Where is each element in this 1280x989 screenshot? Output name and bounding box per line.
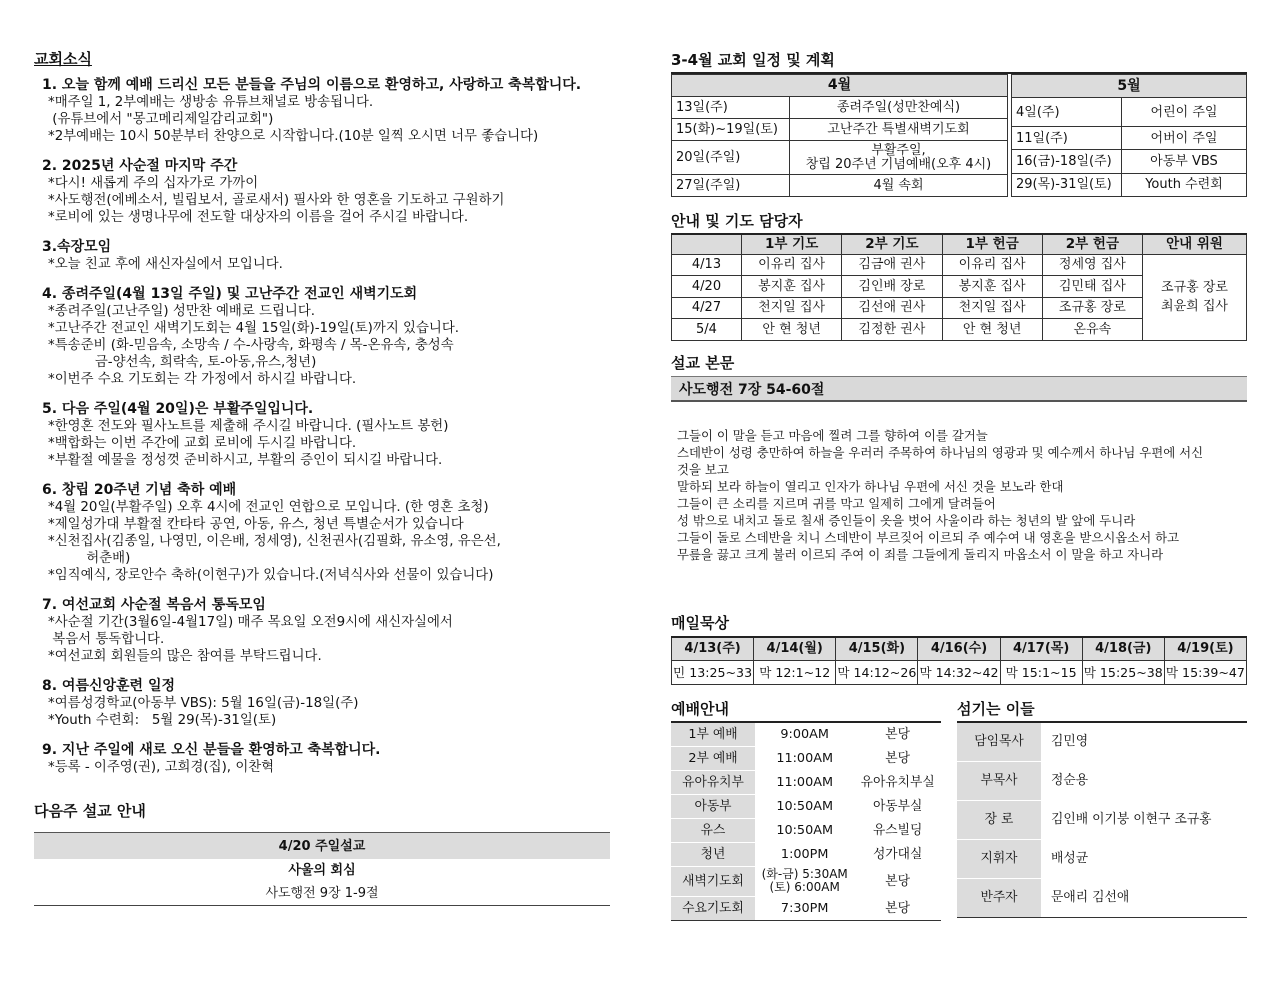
table-row	[671, 770, 941, 794]
table-row	[1012, 98, 1247, 127]
passage-line: 말하되 보라 하늘이 열리고 인자가 하나님 우편에 서신 것을 보노라 한대	[677, 478, 1064, 494]
schedule-event: Youth 수련회	[1122, 173, 1247, 196]
table-row	[671, 746, 941, 770]
service-time	[755, 866, 854, 896]
table-row	[672, 175, 1008, 197]
news-item	[34, 157, 610, 226]
may-schedule-table	[1011, 74, 1247, 197]
service-name: 아동부	[671, 794, 755, 818]
devotion-passage: 막 14:32~42	[918, 661, 1000, 685]
prayer-cell: 김정한 권사	[842, 319, 942, 341]
usher-name: 최윤희 집사	[1161, 299, 1228, 314]
service-place: 성가대실	[854, 842, 941, 866]
right-column	[671, 50, 1247, 921]
news-line: *고난주간 전교인 새벽기도회는 4월 15일(화)-19일(토)까지 있습니다.	[48, 321, 460, 336]
service-place: 유스빌딩	[854, 818, 941, 842]
news-heading: 8. 여름신앙훈련 일정	[42, 678, 175, 694]
passage-line: 성 밖으로 내치고 돌로 칠새 증인들이 옷을 벗어 사울이라 하는 청년의 발 앞에 두니라	[677, 512, 1136, 528]
bottom-section	[671, 699, 1247, 921]
news-line: *백합화는 이번 주간에 교회 로비에 두시길 바랍니다.	[48, 436, 357, 451]
prayer-cell: 정세영 집사	[1042, 254, 1142, 276]
service-name: 수요기도회	[671, 896, 755, 920]
service-time: 10:50AM	[755, 818, 854, 842]
schedule-event: 4월 속회	[790, 175, 1008, 197]
schedule-event: 아동부 VBS	[1122, 150, 1247, 173]
prayer-cell: 김금애 권사	[842, 254, 942, 276]
daily-devotion-title: 매일묵상	[671, 613, 729, 632]
next-sermon-title: 다음주 설교 안내	[34, 802, 146, 820]
news-heading: 6. 창립 20주년 기념 축하 예배	[42, 482, 237, 498]
news-line: *종려주일(고난주일) 성만찬 예배로 드립니다.	[48, 304, 316, 319]
schedule-event: 고난주간 특별새벽기도회	[790, 119, 1008, 141]
table-row	[957, 878, 1247, 917]
news-heading: 1. 오늘 함께 예배 드리신 모든 분들을 주님의 이름으로 환영하고, 사랑하고 축복합니다.	[42, 77, 582, 93]
news-item	[34, 400, 610, 469]
news-line: *다시! 새롭게 주의 십자가로 가까이	[48, 176, 259, 191]
schedule-date: 11일(주)	[1012, 126, 1122, 149]
column-header: 1부 헌금	[942, 234, 1042, 254]
service-name: 청년	[671, 842, 755, 866]
news-item	[34, 677, 610, 729]
passage-line: 그들이 돌로 스데반을 치니 스데반이 부르짖어 이르되 주 예수여 내 영혼을 받으시옵소서 하고	[677, 529, 1180, 545]
service-time: 11:00AM	[755, 746, 854, 770]
news-line: *4월 20일(부활주일) 오후 4시에 전교인 연합으로 모입니다. (한 영혼 초청)	[48, 500, 489, 515]
news-line: 금-양선속, 희락속, 토-아동,유스,청년)	[48, 355, 317, 370]
usher-name: 조규홍 장로	[1161, 280, 1228, 295]
prayer-date: 4/13	[672, 254, 742, 276]
service-place: 본당	[854, 896, 941, 920]
news-line: *한영혼 전도와 필사노트를 제출해 주시길 바랍니다. (필사노트 봉헌)	[48, 419, 449, 434]
devotion-passage: 막 14:12~26	[836, 661, 918, 685]
news-heading: 9. 지난 주일에 새로 오신 분들을 환영하고 축복합니다.	[42, 742, 381, 758]
devotion-passage: 막 15:1~15	[1000, 661, 1082, 685]
schedule-event: 종려주일(성만찬예식)	[790, 97, 1008, 119]
schedule-tables	[671, 72, 1247, 197]
devotion-passage: 민 13:25~33	[672, 661, 754, 685]
schedule-date: 4일(주)	[1012, 98, 1122, 127]
schedule-date: 27일(주일)	[672, 175, 790, 197]
servant-names: 문애리 김선애	[1041, 878, 1247, 917]
table-row	[671, 722, 941, 746]
service-name: 1부 예배	[671, 722, 755, 746]
news-item	[34, 741, 610, 776]
news-line: *사도행전(에베소서, 빌립보서, 골로새서) 필사와 한 영혼을 기도하고 구원하기	[48, 193, 505, 208]
service-place: 본당	[854, 866, 941, 896]
news-line: *등록 - 이주영(권), 고희경(집), 이찬혁	[48, 760, 275, 775]
servant-role: 장 로	[957, 800, 1041, 839]
prayer-cell: 이유리 집사	[742, 254, 842, 276]
next-sermon-box	[34, 832, 610, 906]
prayer-cell: 조규홍 장로	[1042, 297, 1142, 319]
table-row	[672, 97, 1008, 119]
news-line: *Youth 수련회: 5월 29(목)-31일(토)	[48, 713, 277, 728]
prayer-cell: 봉지훈 집사	[942, 276, 1042, 298]
worship-table	[671, 721, 941, 921]
passage-line: 그들이 이 말을 듣고 마음에 찔려 그를 향하여 이를 갈거늘	[677, 427, 988, 443]
news-line: *로비에 있는 생명나무에 전도할 대상자의 이름을 걸어 주시길 바랍니다.	[48, 210, 469, 225]
service-place: 본당	[854, 746, 941, 770]
servant-names: 김민영	[1041, 722, 1247, 761]
devotion-date: 4/18(금)	[1082, 637, 1164, 661]
service-name: 유아유치부	[671, 770, 755, 794]
news-line: *부활절 예물을 정성껏 준비하시고, 부활의 증인이 되시길 바랍니다.	[48, 453, 443, 468]
news-heading: 4. 종려주일(4월 13일 주일) 및 고난주간 전교인 새벽기도회	[42, 286, 418, 302]
prayer-date: 4/27	[672, 297, 742, 319]
devotion-date: 4/17(목)	[1000, 637, 1082, 661]
sermon-passage	[671, 427, 1247, 563]
service-time: 7:30PM	[755, 896, 854, 920]
servant-role: 담임목사	[957, 722, 1041, 761]
servant-role: 지휘자	[957, 839, 1041, 878]
news-line: *이번주 수요 기도회는 각 가정에서 하시길 바랍니다.	[48, 372, 357, 387]
servant-role: 부목사	[957, 761, 1041, 800]
next-sermon-date: 4/20 주일설교	[34, 832, 610, 859]
service-place: 유아유치부실	[854, 770, 941, 794]
devotion-date: 4/15(화)	[836, 637, 918, 661]
may-header: 5월	[1012, 75, 1247, 98]
table-row	[1012, 126, 1247, 149]
sermon-scripture: 사도행전 7장 54-60절	[671, 376, 1247, 402]
service-time: 10:50AM	[755, 794, 854, 818]
left-column	[34, 50, 610, 906]
prayer-date: 4/20	[672, 276, 742, 298]
passage-line: 스데반이 성령 충만하여 하늘을 우러러 주목하여 하나님의 영광과 및 예수께서 하나님 우편에 서신	[677, 444, 1204, 460]
table-row	[957, 800, 1247, 839]
news-list	[34, 76, 610, 776]
news-line: *사순절 기간(3월6일-4월17일) 매주 목요일 오전9시에 새신자실에서	[48, 615, 453, 630]
schedule-date: 29(목)-31일(토)	[1012, 173, 1122, 196]
news-heading: 3.속장모임	[42, 239, 112, 255]
table-row	[957, 839, 1247, 878]
table-row	[672, 119, 1008, 141]
table-header-row	[672, 234, 1247, 254]
daily-devotion-table	[671, 636, 1247, 686]
servants-section	[957, 699, 1247, 921]
april-header: 4월	[672, 75, 1008, 97]
prayer-date: 5/4	[672, 319, 742, 341]
worship-guide-title: 예배안내	[671, 700, 729, 718]
church-news-title: 교회소식	[34, 50, 92, 68]
servants-table	[957, 721, 1247, 918]
service-time: 11:00AM	[755, 770, 854, 794]
schedule-date: 15(화)~19일(토)	[672, 119, 790, 141]
news-heading: 5. 다음 주일(4월 20일)은 부활주일입니다.	[42, 401, 314, 417]
devotion-passage: 막 15:39~47	[1164, 661, 1246, 685]
news-line: *제일성가대 부활절 칸타타 공연, 아동, 유스, 청년 특별순서가 있습니다	[48, 517, 464, 532]
devotion-date: 4/16(수)	[918, 637, 1000, 661]
column-header	[672, 234, 742, 254]
news-line: *임직예식, 장로안수 축하(이현구)가 있습니다.(저녁식사와 선물이 있습니다)	[48, 568, 494, 583]
table-row	[672, 661, 1247, 685]
column-header: 1부 기도	[742, 234, 842, 254]
schedule-event: 어린이 주일	[1122, 98, 1247, 127]
news-line: *여선교회 회원들의 많은 참여를 부탁드립니다.	[48, 649, 322, 664]
news-item	[34, 481, 610, 584]
table-row	[671, 818, 941, 842]
devotion-passage: 막 12:1~12	[754, 661, 836, 685]
devotion-date: 4/14(월)	[754, 637, 836, 661]
schedule-event: 어버이 주일	[1122, 126, 1247, 149]
prayer-cell: 천지일 집사	[942, 297, 1042, 319]
prayer-cell: 김인배 장로	[842, 276, 942, 298]
prayer-cell: 온유속	[1042, 319, 1142, 341]
passage-line: 것을 보고	[677, 461, 729, 477]
servant-names: 배성균	[1041, 839, 1247, 878]
service-place: 아동부실	[854, 794, 941, 818]
service-place: 본당	[854, 722, 941, 746]
table-row	[671, 794, 941, 818]
column-header: 2부 헌금	[1042, 234, 1142, 254]
service-time-line: (토) 6:00AM	[769, 880, 840, 894]
service-time: 9:00AM	[755, 722, 854, 746]
schedule-event-line: 부활주일,	[871, 142, 926, 158]
schedule-event-line: 창립 20주년 기념예배(오후 4시)	[805, 156, 992, 172]
service-time-line: (화-금) 5:30AM	[761, 867, 848, 881]
news-heading: 7. 여선교회 사순절 복음서 통독모임	[42, 597, 266, 613]
table-row	[1012, 150, 1247, 173]
news-heading: 2. 2025년 사순절 마지막 주간	[42, 158, 238, 174]
prayer-cell: 안 현 청년	[942, 319, 1042, 341]
next-sermon-name: 사울의 회심	[288, 863, 356, 878]
worship-guide	[671, 699, 941, 921]
table-row	[957, 761, 1247, 800]
news-item	[34, 285, 610, 388]
schedule-event	[790, 141, 1008, 175]
servant-names: 정순용	[1041, 761, 1247, 800]
servant-role: 반주자	[957, 878, 1041, 917]
prayer-cell: 이유리 집사	[942, 254, 1042, 276]
table-row	[671, 896, 941, 920]
devotion-date: 4/19(토)	[1164, 637, 1246, 661]
passage-line: 무릎을 끓고 크게 불러 이르되 주여 이 죄를 그들에게 돌리지 마옵소서 이 말을 하고 자니라	[677, 546, 1164, 562]
sermon-text-title: 설교 본문	[671, 353, 735, 372]
prayer-title: 안내 및 기도 담당자	[671, 212, 803, 230]
news-line: *2부예배는 10시 50분부터 찬양으로 시작합니다.(10분 일찍 오시면 너무 좋습니다)	[48, 129, 539, 144]
news-item	[34, 238, 610, 273]
schedule-date: 16(금)-18일(주)	[1012, 150, 1122, 173]
prayer-cell: 천지일 집사	[742, 297, 842, 319]
schedule-date: 20일(주일)	[672, 141, 790, 175]
april-schedule-table	[671, 74, 1008, 197]
prayer-cell: 안 현 청년	[742, 319, 842, 341]
news-line: *매주일 1, 2부예배는 생방송 유튜브채널로 방송됩니다.	[48, 95, 374, 110]
column-header: 안내 위원	[1143, 234, 1247, 254]
devotion-passage: 막 15:25~38	[1082, 661, 1164, 685]
ushers-cell	[1143, 254, 1247, 340]
prayer-cell: 봉지훈 집사	[742, 276, 842, 298]
news-item	[34, 76, 610, 145]
servant-names: 김인배 이기붕 이현구 조규홍	[1041, 800, 1247, 839]
table-row	[671, 866, 941, 896]
table-row	[957, 722, 1247, 761]
news-line: *오늘 친교 후에 새신자실에서 모입니다.	[48, 257, 283, 272]
schedule-date: 13일(주)	[672, 97, 790, 119]
service-time: 1:00PM	[755, 842, 854, 866]
table-row	[1012, 173, 1247, 196]
service-name: 2부 예배	[671, 746, 755, 770]
news-line: 복음서 통독합니다.	[48, 632, 165, 647]
news-item	[34, 596, 610, 665]
news-line: *신천집사(김종일, 나영민, 이은배, 정세영), 신천권사(김필화, 유소영, 유은선,	[48, 534, 501, 549]
service-name: 유스	[671, 818, 755, 842]
table-row	[671, 842, 941, 866]
column-header: 2부 기도	[842, 234, 942, 254]
news-line: *여름성경학교(아동부 VBS): 5월 16일(금)-18일(주)	[48, 696, 359, 711]
prayer-cell: 김민태 집사	[1042, 276, 1142, 298]
table-header-row	[672, 637, 1247, 661]
prayer-cell: 김선애 권사	[842, 297, 942, 319]
news-line: 허춘배)	[48, 551, 131, 566]
table-row	[672, 254, 1247, 276]
next-sermon-scripture: 사도행전 9장 1-9절	[265, 886, 379, 901]
news-line: (유튜브에서 "몽고메리제일감리교회")	[48, 112, 274, 127]
news-line: *특송준비 (화-믿음속, 소망속 / 수-사랑속, 화평속 / 목-온유속, 충성속	[48, 338, 454, 353]
passage-line: 그들이 큰 소리를 지르며 귀를 막고 일제히 그에게 달려들어	[677, 495, 996, 511]
devotion-date: 4/13(주)	[672, 637, 754, 661]
service-name: 새벽기도회	[671, 866, 755, 896]
table-row	[672, 141, 1008, 175]
prayer-table	[671, 233, 1247, 341]
servants-title: 섬기는 이들	[957, 700, 1035, 718]
schedule-title: 3-4월 교회 일정 및 계획	[671, 51, 835, 69]
